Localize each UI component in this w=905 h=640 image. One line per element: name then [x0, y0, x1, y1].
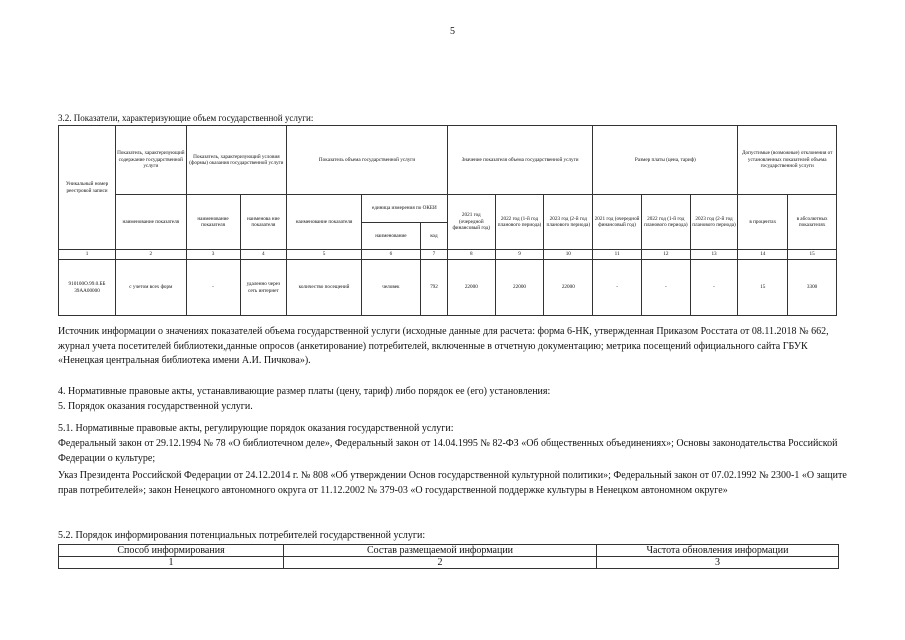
column-number: 15: [788, 250, 837, 260]
header-volume-value: Значение показателя объема государственной услуги: [447, 126, 592, 195]
volume-indicators-table: [58, 125, 837, 316]
law-paragraph-1: Федеральный закон от 29.12.1994 № 78 «О библиотечном деле», Федеральный закон от 14.04.1995 № 82-ФЗ «Об общественных объединениях»; Основы законодательства Российской Федерации о культуре;: [58, 438, 838, 464]
header-name-content: наименование показателя: [116, 195, 187, 250]
header-absolute: в абсолютных показателях: [788, 195, 837, 250]
section-5-title: 5. Порядок оказания государственной услуги.: [58, 401, 253, 412]
header-conditions-indicator: Показатель, характеризующий условия (формы) оказания государственной услуги: [186, 126, 287, 195]
cell-fee-2022: -: [641, 260, 690, 316]
cell-deviation-absolute: 3300: [788, 260, 837, 316]
info-column-number: 3: [597, 557, 839, 569]
header-volume-indicator: Показатель объема государственной услуги: [287, 126, 448, 195]
header-fee-2021: 2021 год (очередной финансовый год): [593, 195, 642, 250]
page-number: 5: [450, 26, 455, 37]
law-paragraph-2: Указ Президента Российской Федерации от 24.12.2014 г. № 808 «Об утверждении Основ государственной культурной политики»; Федеральный закон от 07.02.1992 № 2300-1 «О защите прав потребителей»; закон Ненецкого автономного округа от 11.12.2002 № 379-03 «О государственной поддержке культуры в Ненецком автономном округе»: [58, 470, 847, 496]
cell-value-2022: 22000: [495, 260, 544, 316]
section-5-2-title: 5.2. Порядок информирования потенциальных потребителей государственной услуги:: [58, 530, 426, 541]
header-okei-code: код: [420, 223, 447, 250]
information-table: [58, 544, 839, 569]
info-column-number: 1: [59, 557, 284, 569]
header-fee-size: Размер платы (цена, тариф): [593, 126, 738, 195]
cell-fee-2023: -: [690, 260, 738, 316]
cell-registry-number: 910100О.99.0.ББ 39АА00000: [59, 260, 116, 316]
cell-condition-2: удаленно через сеть интернет: [240, 260, 287, 316]
column-number: 13: [690, 250, 738, 260]
column-number: 12: [641, 250, 690, 260]
cell-value-2023: 22000: [544, 260, 593, 316]
column-number: 2: [116, 250, 187, 260]
cell-volume-name: количество посещений: [287, 260, 362, 316]
header-fee-2023: 2023 год (2-й год планового периода): [690, 195, 738, 250]
cell-value-2021: 22000: [447, 260, 495, 316]
header-deviations: Допустимые (возможные) отклонения от установленных показателей объема государственной услуги: [738, 126, 837, 195]
cell-fee-2021: -: [593, 260, 642, 316]
column-number: 11: [593, 250, 642, 260]
info-header-frequency: Частота обновления информации: [597, 545, 839, 557]
section-3-2-title: 3.2. Показатели, характеризующие объем государственной услуги:: [58, 113, 314, 123]
column-number: 1: [59, 250, 116, 260]
column-number: 6: [361, 250, 420, 260]
column-number: 9: [495, 250, 544, 260]
header-unique-number: Уникальный номер реестровой записи: [59, 126, 116, 250]
column-number: 5: [287, 250, 362, 260]
header-name-condition-1: наименование показателя: [186, 195, 240, 250]
column-number: 4: [240, 250, 287, 260]
info-column-number: 2: [284, 557, 597, 569]
cell-unit-code: 792: [420, 260, 447, 316]
header-content-indicator: Показатель, характеризующий содержание государственной услуги: [116, 126, 187, 195]
header-name-volume: наименование показателя: [287, 195, 362, 250]
info-header-method: Способ информирования: [59, 545, 284, 557]
column-number: 3: [186, 250, 240, 260]
header-fee-2022: 2022 год (1-й год планового периода): [641, 195, 690, 250]
cell-content: с учетом всех форм: [116, 260, 187, 316]
header-name-condition-2: наименова ние показателя: [240, 195, 287, 250]
cell-condition-1: -: [186, 260, 240, 316]
info-header-content: Состав размещаемой информации: [284, 545, 597, 557]
column-number: 7: [420, 250, 447, 260]
header-value-2021: 2021 год (очередной финансовый год): [447, 195, 495, 250]
cell-deviation-percent: 15: [738, 260, 788, 316]
header-value-2022: 2022 год (1-й год планового периода): [495, 195, 544, 250]
column-number: 14: [738, 250, 788, 260]
cell-unit-name: человек: [361, 260, 420, 316]
header-okei-unit: единица измерения по ОКЕИ: [361, 195, 447, 223]
header-okei-name: наименование: [361, 223, 420, 250]
section-5-1-title: 5.1. Нормативные правовые акты, регулирующие порядок оказания государственной услуги:: [58, 423, 454, 434]
header-percent: в процентах: [738, 195, 788, 250]
source-paragraph: Источник информации о значениях показателей объема государственной услуги (исходные данные для расчета: форма 6-НК, утвержденная Приказом Росстата от 08.11.2018 № 662, журнал учета посетителей библиотеки,данные опросов (анкетирование) потребителей, включенные в отчетную документацию; метрика посещений официального сайта ГБУК «Ненецкая центральная библиотека имени А.И. Пичкова»).: [58, 326, 829, 366]
header-value-2023: 2023 год (2-й год планового периода): [544, 195, 593, 250]
column-number: 10: [544, 250, 593, 260]
section-4-title: 4. Нормативные правовые акты, устанавливающие размер платы (цену, тариф) либо порядок ее (его) установления:: [58, 386, 551, 397]
column-number: 8: [447, 250, 495, 260]
